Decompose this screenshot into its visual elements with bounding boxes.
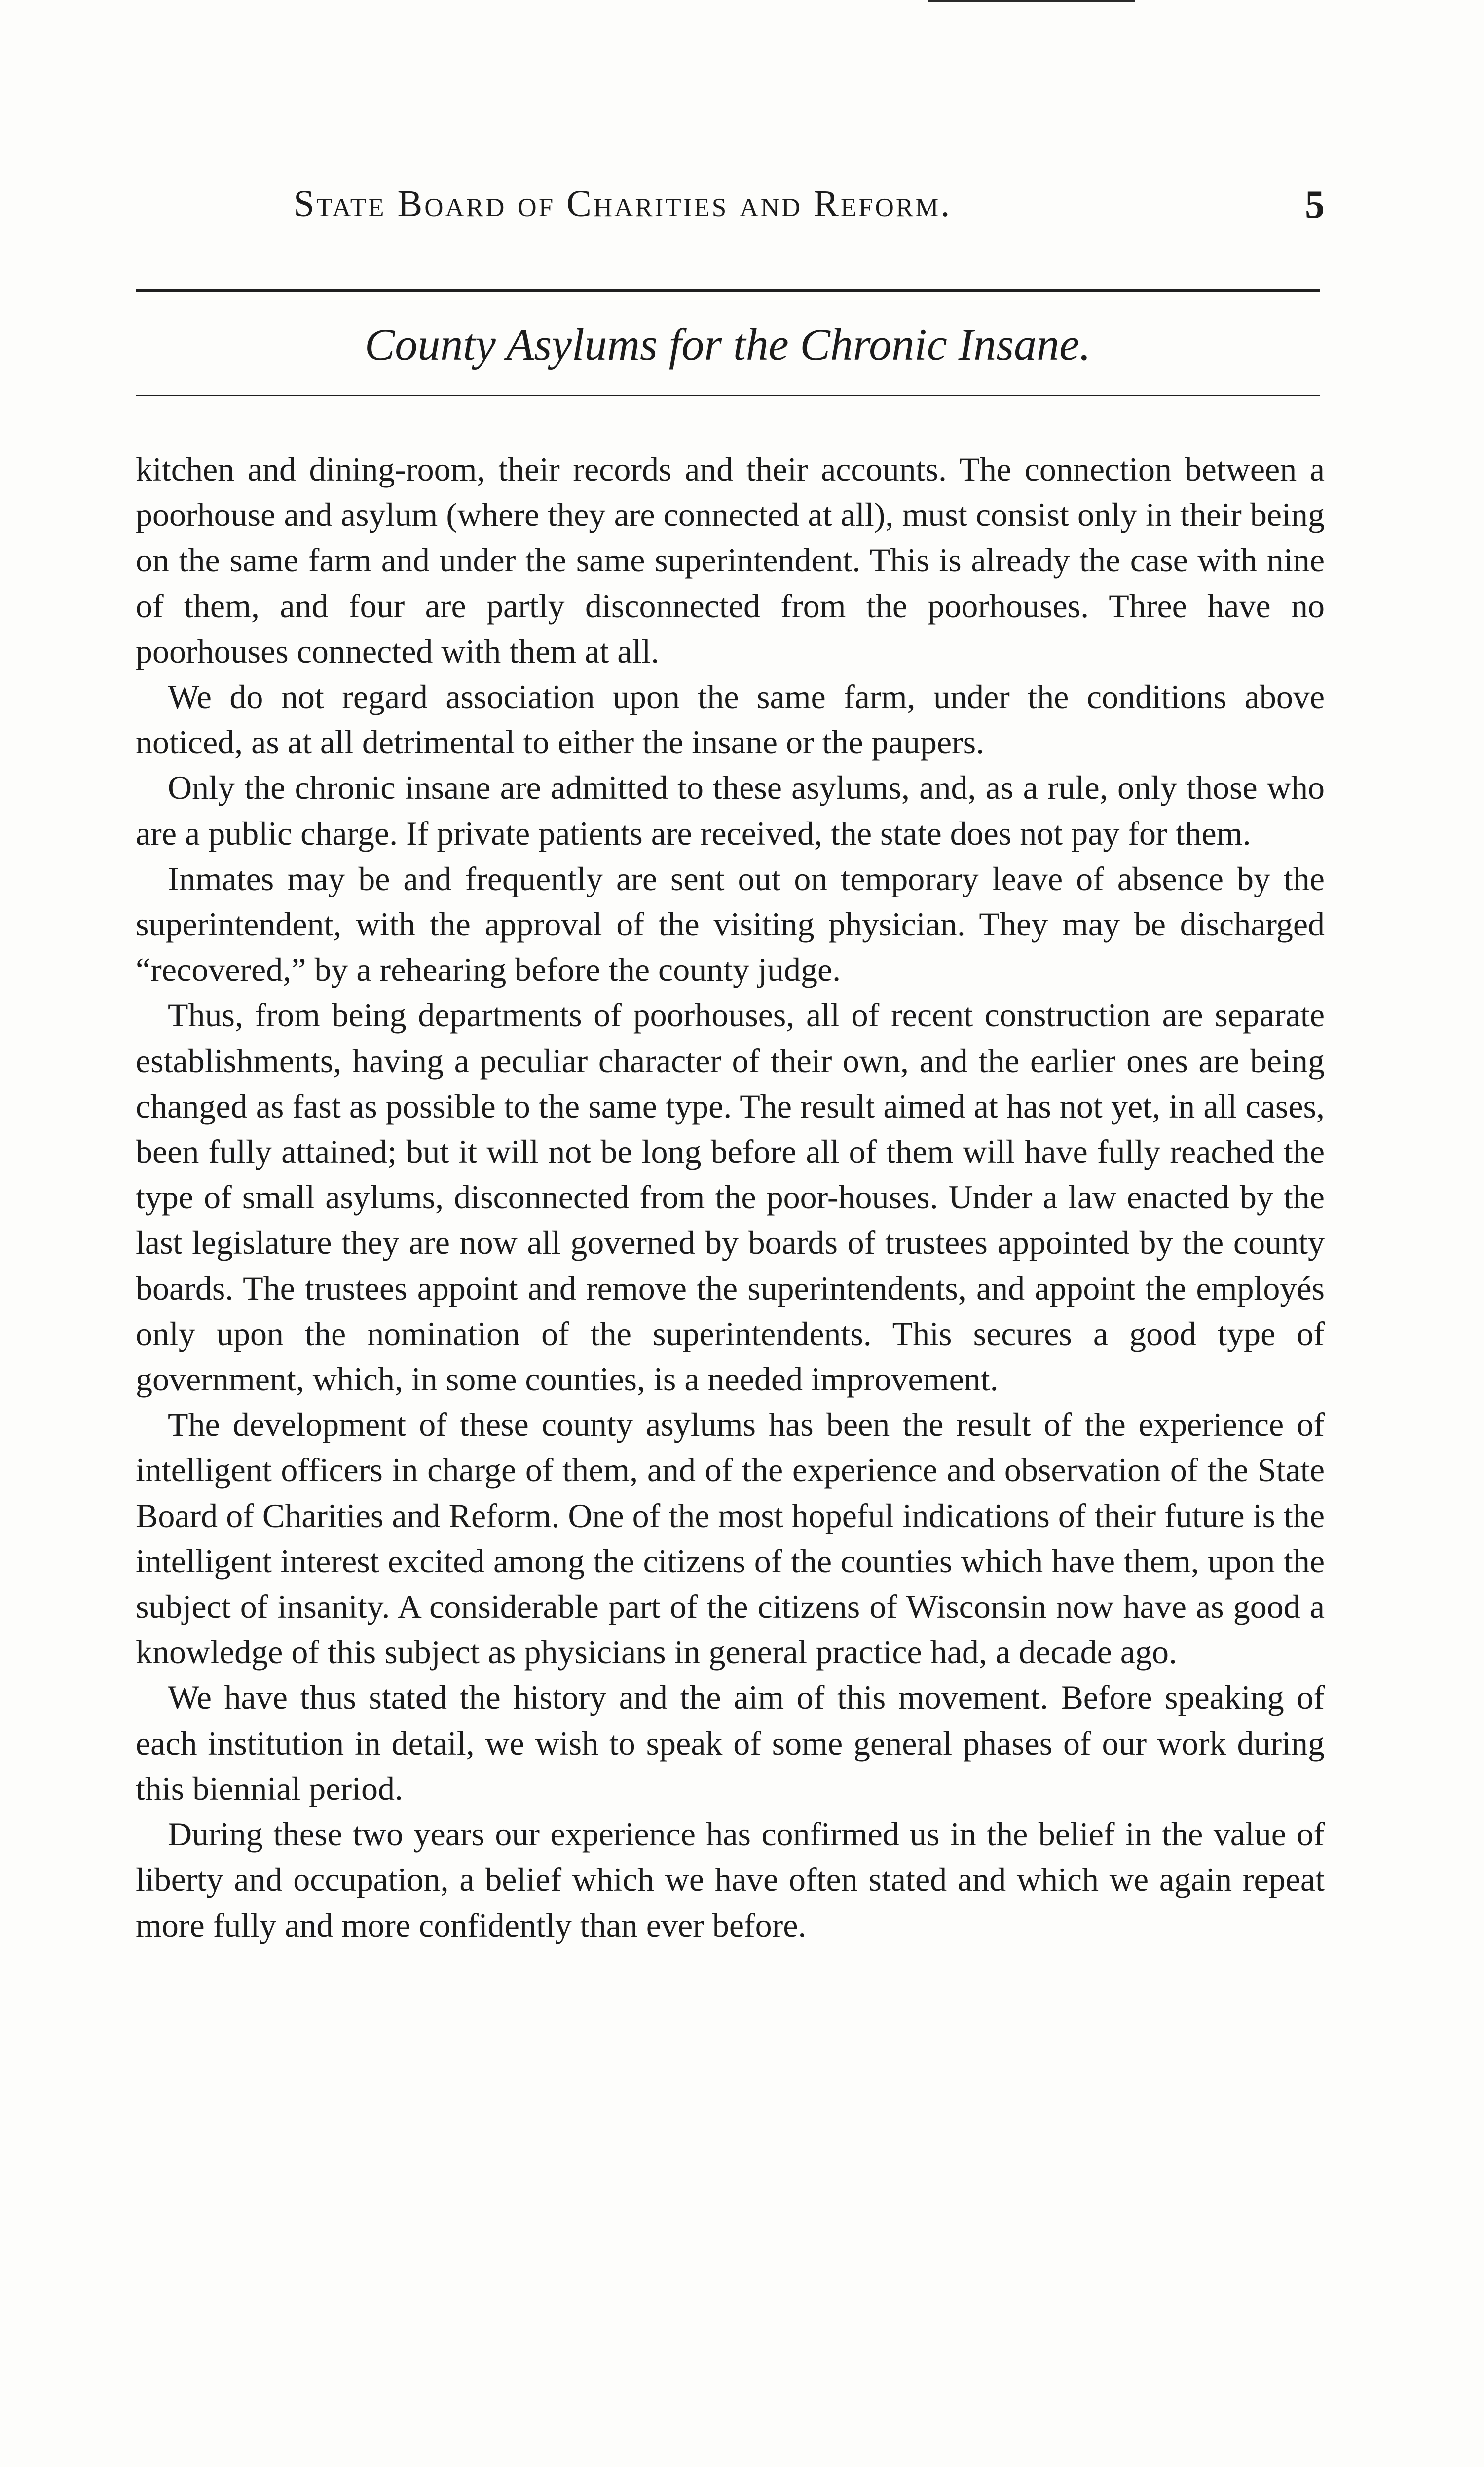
section-title: County Asylums for the Chronic Insane.	[365, 319, 1091, 370]
section-title-rule	[136, 395, 1320, 396]
page-header	[136, 183, 1339, 237]
paragraph-1: kitchen and dining-room, their records and their accounts. The connection between a poorhouse and asylum (where they are connected at all), must consist only in their being on the same farm and under the same superintendent. This is already the case with nine of them, and four are partly disconnected from the poorhouses. Three have no poorhouses connected with them at all.	[136, 450, 1325, 670]
paragraph-3: Only the chronic insane are admitted to these asylums, and, as a rule, only those who are a public charge. If private patients are received, the state does not pay for them.	[136, 769, 1325, 852]
paragraph-5: Thus, from being departments of poorhouses, all of recent construction are separate establishments, having a peculiar character of their own, and the earlier ones are being changed as fast as possible to the same type. The result aimed at has not yet, in all cases, been fully attained; but it will not be long before all of them will have fully reached the type of small asylums, disconnected from the poor-houses. Under a law enacted by the last legislature they are now all governed by boards of trustees appointed by the county boards. The trustees appoint and remove the superintendents, and appoint the employés only upon the nomination of the superintendents. This secures a good type of government, which, in some counties, is a needed improvement.	[136, 996, 1325, 1398]
paragraph-8: During these two years our experience has confirmed us in the belief in the value of liberty and occupation, a belief which we have often stated and which we again repeat more fully and more confidently than ever before.	[136, 1815, 1325, 1944]
running-head: State Board of Charities and Reform.	[294, 183, 952, 224]
header-rule	[136, 289, 1320, 292]
top-edge-rule	[928, 0, 1135, 2]
page-number: 5	[1305, 183, 1325, 226]
paragraph-6: The development of these county asylums has been the result of the experience of intelligent officers in charge of them, and of the experience and observation of the State Board of Charities and Reform. One of the most hopeful indications of their future is the intelligent interest excited among the citizens of the counties which have them, upon the subject of insanity. A considerable part of the citizens of Wisconsin now have as good a knowledge of this subject as physicians in general practice had, a decade ago.	[136, 1406, 1325, 1671]
paragraph-2: We do not regard association upon the same farm, under the conditions above noticed, as at all detrimental to either the insane or the paupers.	[136, 678, 1325, 761]
body-text	[136, 447, 1325, 1948]
paragraph-7: We have thus stated the history and the aim of this movement. Before speaking of each institution in detail, we wish to speak of some general phases of our work during this biennial period.	[136, 1679, 1325, 1807]
paragraph-4: Inmates may be and frequently are sent out on temporary leave of absence by the superintendent, with the approval of the visiting physician. They may be discharged “recovered,” by a rehearing before the county judge.	[136, 860, 1325, 989]
